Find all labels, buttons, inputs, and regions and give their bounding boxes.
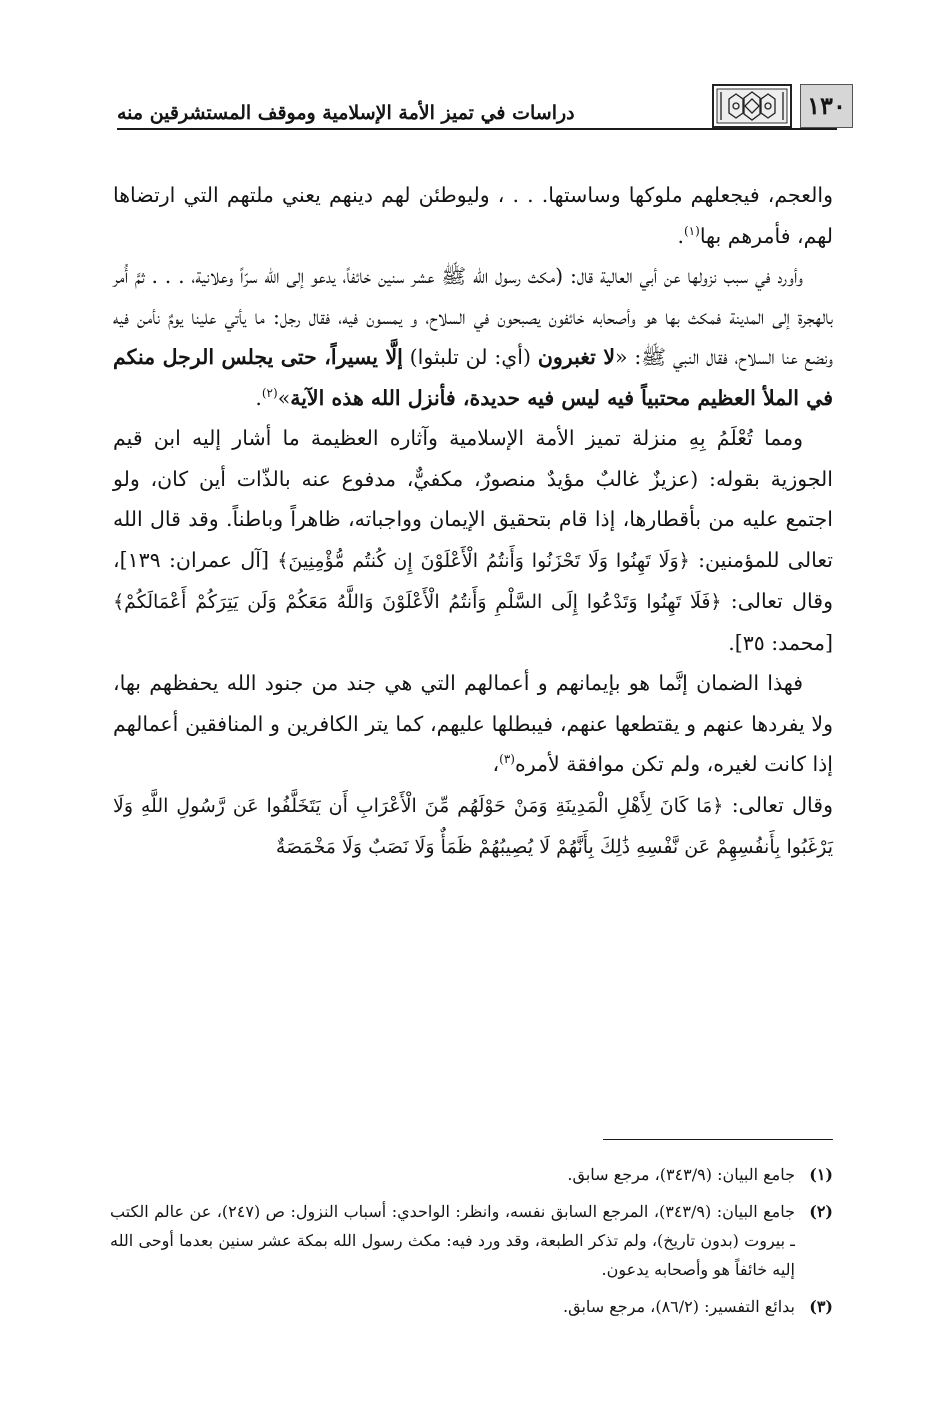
verse-reference-1: [آل عمران: ١٣٩]، وقال تعالى: [113, 547, 833, 613]
header-rule [117, 128, 837, 130]
footnote-text: بدائع التفسير: (٨٦/٢)، مرجع سابق. [563, 1297, 795, 1316]
footnote-ref-2: (٢) [261, 385, 278, 400]
paragraph-4: فهذا الضمان إنَّما هو بإيمانهم و أعمالهم التي هي جند من جنود الله يحفظهم بها، ولا يفردها عنهم و يقتطعها عنهم، فيبطلها عليهم، كما يتر الكافرين و المنافقين أعمالهم إذا كانت لغيره، ولم تكن موافقة لأمره$^{(٣)}$، [113, 671, 833, 776]
quran-verse-3: ﴿مَا كَانَ لِأَهْلِ الْمَدِينَةِ وَمَنْ حَوْلَهُم مِّنَ الْأَعْرَابِ أَن يَتَخَلَّفُوا عَن رَّسُولِ اللَّهِ وَلَا يَرْغَبُوا بِأَنفُسِهِمْ عَن نَّفْسِهِ ذَٰلِكَ بِأَنَّهُمْ لَا يُصِيبُهُمْ ظَمَأٌ وَلَا نَصَبٌ وَلَا مَخْمَصَةٌ [113, 794, 833, 858]
verse-reference-2: [محمد: ٣٥]. [728, 630, 833, 655]
footnote [110, 1160, 833, 1189]
footnotes [110, 1160, 833, 1321]
paragraph-5: وقال تعالى: ﴿مَا كَانَ لِأَهْلِ الْمَدِينَةِ وَمَنْ حَوْلَهُم مِّنَ الْأَعْرَابِ أَن يَتَخَلَّفُوا عَن رَّسُولِ اللَّهِ وَلَا يَرْغَبُوا بِأَنفُسِهِمْ عَن نَّفْسِهِ ذَٰلِكَ بِأَنَّهُمْ لَا يُصِيبُهُمْ ظَمَأٌ وَلَا نَصَبٌ وَلَا مَخْمَصَةٌ [113, 792, 833, 858]
footnote-number: (١) [809, 1165, 833, 1184]
page-number: ١٣٠ [800, 84, 853, 128]
footnote-text: جامع البيان: (٣٤٣/٩)، المرجع السابق نفسه، وانظر: الواحدي: أسباب النزول: ص (٢٤٧)، عن عالم الكتب ـ بيروت (بدون تاريخ)، ولم تذكر الطبعة، وقد ورد فيه: مكث رسول الله بمكة عشر سنين بعدما أوحى الله إليه خائفاً هو وأصحابه يدعون. [110, 1202, 796, 1279]
footnote-separator [603, 1139, 833, 1140]
footnote-ref-1: (١) [683, 223, 700, 238]
quran-verse-2: ﴿فَلَا تَهِنُوا وَتَدْعُوا إِلَى السَّلْمِ وَأَنتُمُ الْأَعْلَوْنَ وَاللَّهُ مَعَكُمْ وَلَن يَتِرَكُمْ أَعْمَالَكُمْ﴾ [113, 591, 722, 613]
running-title: دراسات في تميز الأمة الإسلامية وموقف المستشرقين منه [117, 102, 575, 124]
footnote-text: جامع البيان: (٣٤٣/٩)، مرجع سابق. [567, 1165, 795, 1184]
footnote-number: (٣) [809, 1297, 833, 1316]
footnote [110, 1292, 833, 1321]
page-header [117, 84, 846, 130]
footnote [110, 1197, 833, 1284]
footnote-ref-3: (٣) [499, 752, 515, 767]
ornament-icon [712, 84, 792, 128]
paragraph-1: والعجم، فيجعلهم ملوكها وساستها. . . ، وليوطئن لهم دينهم يعني ملتهم التي ارتضاها لهم، فأمرهم بها$^{(١)}$. [113, 183, 833, 248]
main-text [113, 175, 833, 868]
paragraph-3: ومما تُعْلَمُ بِهِ منزلة تميز الأمة الإسلامية وآثاره العظيمة ما أشار إليه ابن قيم الجوزية بقوله: (عزيزٌ غالبٌ مؤيدٌ منصورٌ، مكفيٌّ، مدفوع عنه بالذّات أين كان، ولو اجتمع عليه من بأقطارها، إذا قام بتحقيق الإيمان وواجباته، ظاهراً وباطناً. وقد قال الله تعالى للمؤمنين: ﴿وَلَا تَهِنُوا وَلَا تَحْزَنُوا وَأَنتُمُ الْأَعْلَوْنَ إِن كُنتُم مُّؤْمِنِينَ﴾ [آل عمران: ١٣٩]، وقال تعالى: ﴿فَلَا تَهِنُوا وَتَدْعُوا إِلَى السَّلْمِ وَأَنتُمُ الْأَعْلَوْنَ وَاللَّهُ مَعَكُمْ وَلَن يَتِرَكُمْ أَعْمَالَكُمْ﴾ [محمد: ٣٥]. [113, 426, 833, 655]
quran-verse-1: ﴿وَلَا تَهِنُوا وَلَا تَحْزَنُوا وَأَنتُمُ الْأَعْلَوْنَ إِن كُنتُم مُّؤْمِنِينَ﴾ [277, 549, 690, 572]
paragraph-2: وأورد في سبب نزولها عن أبي العالية قال: (مكث رسول الله ﷺ عشر سنين خائفاً، يدعو إلى الله سرّاً وعلانية، . . . ثمَّ أُمر بالهجرة إلى المدينة فمكث بها هو وأصحابه خائفون يصبحون في السلاح، و يمسون فيه، فقال رجل: ما يأتي علينا يومٌ نأمن فيه ونضع عنا السلاح، فقال النبي ﷺ: «لا تغبرون (أي: لن تلبثوا) إلَّا يسيراً، حتى يجلس الرجل منكم في الملأ العظيم محتبياً فيه ليس فيه حديدة، فأنزل الله هذه الآية»$^{(٢)}$. [113, 264, 834, 410]
footnote-number: (٢) [809, 1202, 833, 1221]
